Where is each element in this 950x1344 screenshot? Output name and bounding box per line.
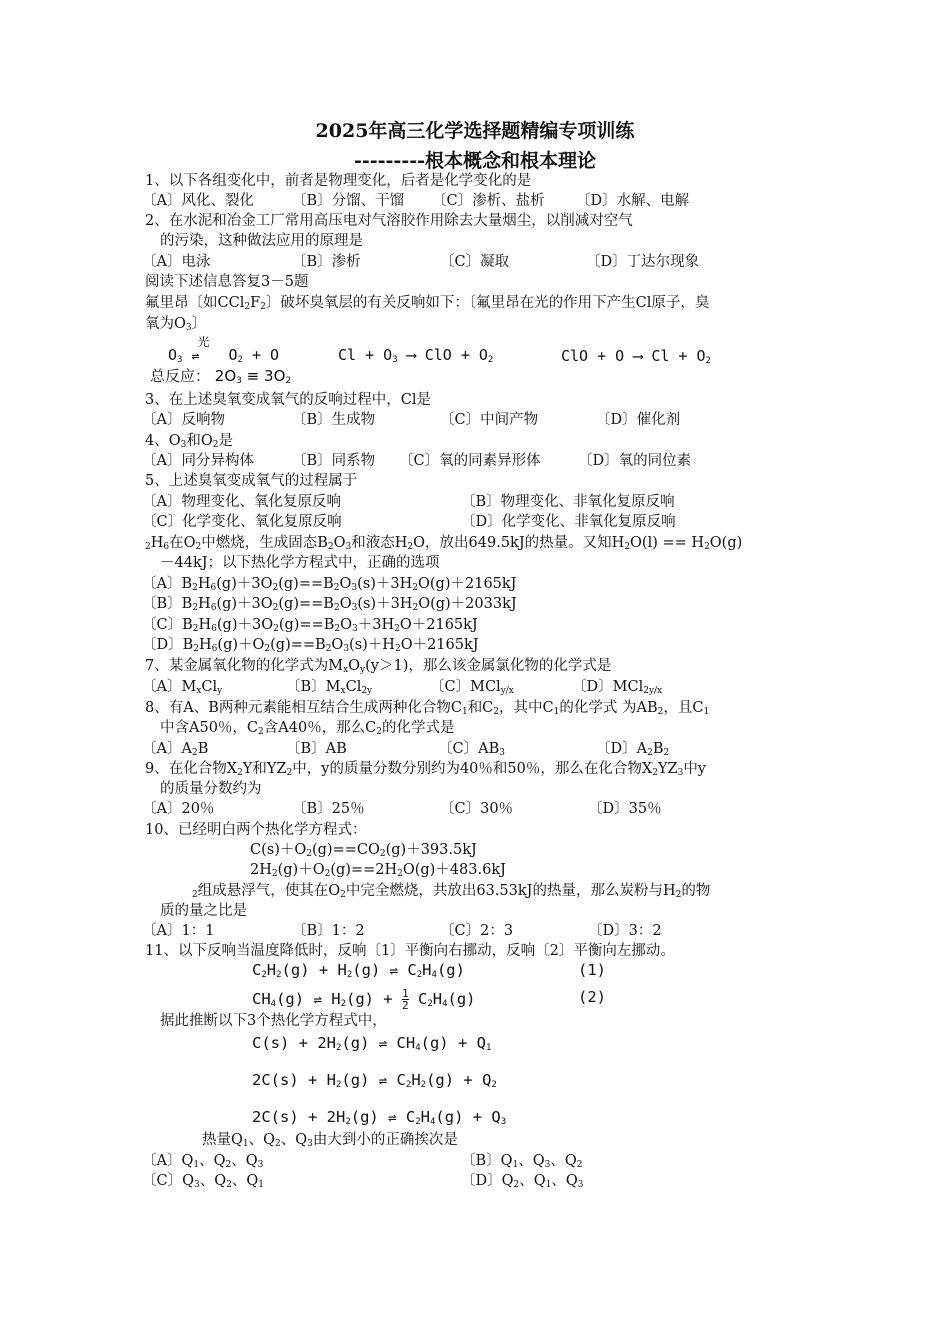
- question-10-cont: $_2$组成悬浮气，使其在$O_2$中完全燃烧，共放出63.53kJ的热量，那么炭粉与$H_2$的物: [192, 883, 711, 900]
- q4-option-c: 〔C〕氧的同素异形体: [399, 453, 541, 469]
- q7-option-b: 〔B〕$M_xCl_{2y}$: [286, 679, 373, 696]
- q2-option-b: 〔B〕渗析: [292, 254, 361, 270]
- question-9: 9、在化合物$X_2Y$和$YZ_2$中，y的质量分数分别约为40％和50％，那么在化合物$X_2YZ_3$中y: [145, 761, 707, 778]
- reaction-cl-ozone: $Cl + O_3$ ⟶ ClO + $O_2$: [338, 346, 494, 365]
- question-6-cont: －44kJ；以下热化学方程式中，正确的选项: [160, 555, 440, 571]
- question-2-cont: 的污染，这种做法应用的原理是: [160, 233, 363, 249]
- q8-option-d: 〔D〕$A_2B_2$: [596, 741, 670, 758]
- q11-thermo-equation-2: $2C(s) + H_2(g)$ ⇌ $C_2H_2(g) + Q_2$: [252, 1071, 497, 1090]
- question-4: 4、$O_3$和$O_2$是: [145, 433, 233, 450]
- page-title: 2025年高三化学选择题精编专项训练: [315, 120, 635, 142]
- question-10-cont-2: 质的量之比是: [160, 903, 247, 919]
- q3-option-b: 〔B〕生成物: [292, 412, 376, 428]
- q11-option-c: 〔C〕$Q_3$、$Q_2$、$Q_1$: [142, 1173, 264, 1190]
- q4-option-d: 〔D〕氧的同位素: [578, 453, 692, 469]
- q2-option-c: 〔C〕凝取: [440, 254, 510, 270]
- q6-option-a: 〔A〕$B_2H_6(g)+3O_2(g)==B_2O_3(s)+3H_2O(g)+2165kJ$: [142, 576, 517, 593]
- q2-option-d: 〔D〕丁达尔现象: [586, 254, 700, 270]
- q9-option-a: 〔A〕20％: [142, 801, 215, 817]
- q1-option-a: 〔A〕风化、裂化: [142, 193, 254, 209]
- q7-option-c: 〔C〕MCl$_{y/x}$: [430, 679, 514, 696]
- question-1: 1、以下各组变化中，前者是物理变化，后者是化学变化的是: [145, 173, 532, 189]
- q11-option-b: 〔B〕$Q_1$、$Q_3$、$Q_2$: [461, 1153, 583, 1170]
- question-8-cont: 中含A50％，$C_2$含A40％，那么$C_2$的化学式是: [160, 720, 455, 737]
- q2-option-a: 〔A〕电泳: [142, 254, 211, 270]
- reading-intro: 阅读下述信息答复3－5题: [145, 274, 309, 290]
- page-subtitle: ---------根本概念和根本理论: [354, 150, 596, 172]
- question-2: 2、在水泥和冶金工厂常用高压电对气溶胶作用除去大量烟尘，以削减对空气: [145, 213, 633, 229]
- q1-option-c: 〔C〕渗析、盐析: [432, 193, 545, 209]
- question-6: $_2H_6$在$O_2$中燃烧，生成固态$B_2O_3$和液态$H_2O$，放出649.5kJ的热量。又知$H_2O(l) == H_2O(g)$: [145, 535, 743, 552]
- q5-option-b: 〔B〕物理变化、非氧化复原反响: [461, 494, 675, 510]
- q11-reaction-1-label: (1): [578, 961, 606, 979]
- q11-reaction-2: $CH_4(g)$ ⇌ $H_2(g)$ + $\frac{1}{2}$ $C_2H_4(g)$: [252, 987, 476, 1012]
- freon-text-2: 氧为$O_3$〕: [145, 316, 207, 333]
- question-7: 7、某金属氧化物的化学式为$M_xO_y(y>1)$，那么该金属氯化物的化学式是: [145, 658, 612, 675]
- q9-option-b: 〔B〕25％: [292, 801, 365, 817]
- question-11: 11、以下反响当温度降低时，反响〔1〕平衡向右挪动，反响〔2〕平衡向左挪动。: [145, 943, 675, 959]
- q7-option-a: 〔A〕$M_xCl_y$: [142, 679, 223, 696]
- q10-option-a: 〔A〕1：1: [142, 923, 215, 939]
- q10-option-c: 〔C〕2：3: [440, 923, 514, 939]
- q3-option-a: 〔A〕反响物: [142, 412, 225, 428]
- q1-option-d: 〔D〕水解、电解: [576, 193, 690, 209]
- q6-option-c: 〔C〕$B_2H_6(g)+3O_2(g)==B_2O_3+3H_2O+2165kJ$: [142, 617, 478, 634]
- reaction-clo-oxygen: ClO + O ⟶ $Cl + O_2$: [561, 347, 711, 366]
- q6-option-d: 〔D〕$B_2H_6(g)+O_2(g)==B_2O_3(s)+H_2O+2165kJ$: [142, 637, 479, 654]
- question-8: 8、有A、B两种元素能相互结合生成两种化合物$C_1$和$C_2$，其中$C_1$的化学式 为$AB_2$，且$C_1$: [145, 700, 710, 717]
- q10-equation-2: $2H_2(g)+O_2(g)==2H_2O(g)+483.6kJ$: [250, 862, 506, 879]
- question-10: 10、已经明白两个热化学方程式：: [145, 822, 367, 838]
- q11-reaction-2-label: (2): [578, 988, 606, 1006]
- q4-option-a: 〔A〕同分异构体: [142, 453, 254, 469]
- q11-thermo-equation-3: $2C(s) + 2H_2(g)$ ⇌ $C_2H_4(g) + Q_3$: [252, 1108, 507, 1127]
- q5-option-c: 〔C〕化学变化、氧化复原反响: [142, 514, 342, 530]
- q8-option-a: 〔A〕$A_2B$: [142, 741, 209, 758]
- question-11-middle: 据此推断以下3个热化学方程式中，: [160, 1013, 387, 1029]
- q8-option-b: 〔B〕AB: [286, 741, 347, 757]
- q9-option-c: 〔C〕30％: [440, 801, 514, 817]
- q7-option-d: 〔D〕MCl$_{2y/x}$: [572, 679, 663, 696]
- question-11-ask: 热量$Q_1$、$Q_2$、$Q_3$由大到小的正确挨次是: [202, 1132, 458, 1149]
- q11-option-a: 〔A〕$Q_1$、$Q_2$、$Q_3$: [142, 1153, 264, 1170]
- q3-option-c: 〔C〕中间产物: [440, 412, 539, 428]
- q11-reaction-1: $C_2H_2(g) + H_2(g)$ ⇌ $C_2H_4(g)$: [252, 961, 465, 980]
- question-5: 5、上述臭氧变成氧气的过程属于: [145, 473, 358, 489]
- question-9-cont: 的质量分数约为: [160, 781, 262, 797]
- q1-option-b: 〔B〕分馏、干馏: [292, 193, 405, 209]
- overall-reaction: 总反应： $2O_3 \equiv 3O_2$: [150, 367, 292, 386]
- q9-option-d: 〔D〕35％: [588, 801, 662, 817]
- freon-text-1: 氟里昂〔如$CCl_2F_2$〕破坏臭氧层的有关反响如下：〔氟里昂在光的作用下产生Cl原子，臭: [145, 295, 710, 312]
- q11-thermo-equation-1: $C(s) + 2H_2(g)$ ⇌ $CH_4(g) + Q_1$: [252, 1034, 492, 1053]
- reaction-ozone-photolysis: $O_3$ 光 ⇌ $O_2 + O$: [168, 335, 280, 365]
- q4-option-b: 〔B〕同系物: [292, 453, 376, 469]
- q3-option-d: 〔D〕催化剂: [596, 412, 681, 428]
- q5-option-d: 〔D〕化学变化、非氧化复原反响: [461, 514, 676, 530]
- q10-equation-1: $C(s)+O_2(g)==CO_2(g)+393.5kJ$: [250, 842, 477, 859]
- q11-option-d: 〔D〕$Q_2$、$Q_1$、$Q_3$: [461, 1173, 584, 1190]
- q6-option-b: 〔B〕$B_2H_6(g)+3O_2(g)==B_2O_3(s)+3H_2O(g)+2033kJ$: [142, 596, 517, 613]
- q8-option-c: 〔C〕$AB_3$: [438, 741, 505, 758]
- question-3: 3、在上述臭氧变成氧气的反响过程中，Cl是: [145, 392, 431, 408]
- q10-option-b: 〔B〕1：2: [292, 923, 365, 939]
- q5-option-a: 〔A〕物理变化、氧化复原反响: [142, 494, 341, 510]
- q10-option-d: 〔D〕3：2: [588, 923, 662, 939]
